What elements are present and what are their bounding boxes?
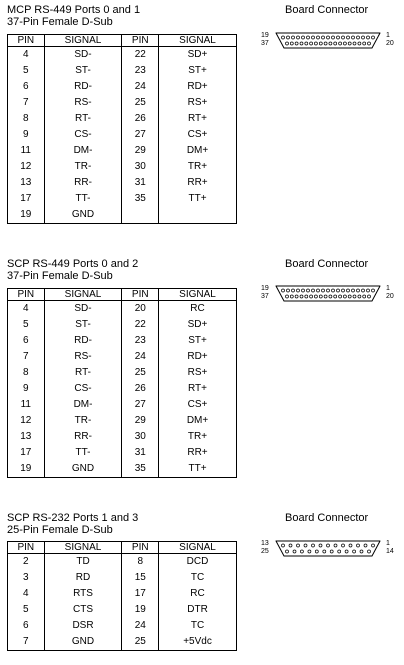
signal-cell: RD: [44, 570, 122, 586]
pin-cell: 29: [122, 413, 159, 429]
connector-shape-icon: [273, 283, 383, 305]
table-row: [8, 207, 237, 224]
signal-cell: ST+: [159, 63, 237, 79]
board-connector-title: Board Connector: [285, 4, 369, 16]
pin-label-top-right: 1: [386, 285, 390, 292]
header-pin: PIN: [122, 289, 159, 301]
signal-cell: GND: [44, 207, 122, 224]
header-pin: PIN: [122, 542, 159, 554]
signal-cell: CTS: [44, 602, 122, 618]
signal-cell: [159, 207, 237, 224]
pin-cell: 13: [20, 177, 32, 188]
pin-label-bottom-right: 20: [386, 40, 394, 47]
table-row: [8, 333, 237, 349]
signal-cell: TT-: [44, 191, 122, 207]
pin-cell: 25: [122, 95, 159, 111]
section-title: [7, 512, 138, 536]
signal-cell: +5Vdc: [159, 634, 237, 651]
pin-cell: 24: [122, 618, 159, 634]
signal-cell: TR-: [44, 413, 122, 429]
signal-cell: SD+: [159, 47, 237, 64]
pinout-table: [7, 288, 237, 478]
pin-cell: 4: [22, 303, 29, 314]
pin-cell: 11: [20, 399, 31, 410]
table-row: [8, 618, 237, 634]
signal-cell: ST-: [44, 63, 122, 79]
pin-cell: 25: [122, 365, 159, 381]
signal-cell: RS-: [44, 95, 122, 111]
pin-cell: 35: [122, 461, 159, 478]
signal-cell: GND: [44, 461, 122, 478]
pin-cell: 4: [22, 49, 29, 60]
pin-label-bottom-left: 25: [261, 548, 269, 555]
table-row: [8, 111, 237, 127]
signal-cell: DM-: [44, 397, 122, 413]
signal-cell: SD-: [44, 301, 122, 318]
signal-cell: RS+: [159, 365, 237, 381]
pin-cell: 30: [122, 429, 159, 445]
signal-cell: DM+: [159, 143, 237, 159]
table-row: [8, 47, 237, 64]
pin-cell: 4: [22, 588, 29, 599]
section-title: [7, 4, 140, 28]
signal-cell: DTR: [159, 602, 237, 618]
pin-cell: 23: [122, 63, 159, 79]
title-line1: SCP RS-449 Ports 0 and 2: [7, 258, 139, 270]
signal-cell: TR-: [44, 159, 122, 175]
pin-label-top-left: 19: [261, 285, 269, 292]
table-row: [8, 317, 237, 333]
signal-cell: RT+: [159, 111, 237, 127]
signal-cell: DM+: [159, 413, 237, 429]
pin-cell: 8: [22, 113, 29, 124]
signal-cell: CS+: [159, 127, 237, 143]
signal-cell: RC: [159, 301, 237, 318]
table-row: [8, 602, 237, 618]
table-row: [8, 570, 237, 586]
pin-cell: 6: [22, 335, 29, 346]
signal-cell: RR+: [159, 175, 237, 191]
table-row: [8, 397, 237, 413]
pin-cell: 13: [20, 431, 32, 442]
pin-label-bottom-right: 14: [386, 548, 394, 555]
connector-shape-icon: [273, 30, 383, 52]
table-row: [8, 413, 237, 429]
signal-cell: TD: [44, 554, 122, 571]
signal-cell: RTS: [44, 586, 122, 602]
title-line2: 37-Pin Female D-Sub: [7, 270, 113, 282]
pin-cell: 27: [122, 127, 159, 143]
signal-cell: RD+: [159, 349, 237, 365]
title-line1: SCP RS-232 Ports 1 and 3: [7, 512, 139, 524]
table-row: [8, 159, 237, 175]
table-row: [8, 95, 237, 111]
pin-cell: 23: [122, 333, 159, 349]
pin-cell: 26: [122, 111, 159, 127]
pin-cell: 5: [22, 65, 29, 76]
header-pin: PIN: [8, 289, 45, 301]
pin-label-bottom-left: 37: [261, 293, 269, 300]
signal-cell: CS+: [159, 397, 237, 413]
signal-cell: ST+: [159, 333, 237, 349]
table-row: [8, 381, 237, 397]
pin-cell: 30: [122, 159, 159, 175]
pin-label-bottom-left: 37: [261, 40, 269, 47]
signal-cell: RC: [159, 586, 237, 602]
pin-cell: 31: [122, 445, 159, 461]
header-signal: SIGNAL: [44, 35, 122, 47]
pin-cell: 8: [122, 554, 159, 571]
pin-cell: 11: [20, 145, 31, 156]
pin-cell: 9: [22, 129, 29, 140]
pin-label-bottom-right: 20: [386, 293, 394, 300]
pin-cell: 24: [122, 349, 159, 365]
pin-cell: 7: [22, 351, 29, 362]
pin-cell: 17: [122, 586, 159, 602]
title-line1: MCP RS-449 Ports 0 and 1: [7, 4, 141, 16]
signal-cell: RR-: [44, 429, 122, 445]
table-row: [8, 586, 237, 602]
signal-cell: TC: [159, 570, 237, 586]
pin-cell: 19: [20, 463, 32, 474]
board-connector-title: Board Connector: [285, 512, 369, 524]
pin-cell: 6: [22, 620, 29, 631]
signal-cell: TR+: [159, 159, 237, 175]
signal-cell: RT+: [159, 381, 237, 397]
connector-shape-icon: [273, 538, 383, 560]
signal-cell: SD+: [159, 317, 237, 333]
table-row: [8, 365, 237, 381]
pin-cell: 12: [20, 415, 32, 426]
header-pin: PIN: [8, 35, 45, 47]
connector-diagram: [255, 283, 400, 309]
table-row: [8, 461, 237, 478]
signal-cell: RD+: [159, 79, 237, 95]
signal-cell: TR+: [159, 429, 237, 445]
pin-cell: 27: [122, 397, 159, 413]
pinout-table: [7, 541, 237, 651]
title-line2: 37-Pin Female D-Sub: [7, 16, 113, 28]
section-title: [7, 258, 138, 282]
pin-cell: 25: [122, 634, 159, 651]
table-header-row: [8, 289, 237, 301]
header-signal: SIGNAL: [44, 542, 122, 554]
table-row: [8, 445, 237, 461]
pin-cell: 3: [22, 572, 29, 583]
signal-cell: CS-: [44, 381, 122, 397]
signal-cell: DM-: [44, 143, 122, 159]
pin-cell: 35: [122, 191, 159, 207]
signal-cell: TT+: [159, 461, 237, 478]
signal-cell: TT+: [159, 191, 237, 207]
board-connector-title: Board Connector: [285, 258, 369, 270]
table-row: [8, 634, 237, 651]
header-signal: SIGNAL: [159, 542, 237, 554]
pin-cell: 26: [122, 381, 159, 397]
table-row: [8, 175, 237, 191]
table-row: [8, 554, 237, 571]
table-row: [8, 143, 237, 159]
pin-cell: 9: [22, 383, 29, 394]
pin-cell: 29: [122, 143, 159, 159]
pinout-table: [7, 34, 237, 224]
table-row: [8, 79, 237, 95]
pin-cell: [122, 207, 159, 224]
pin-cell: 12: [20, 161, 32, 172]
signal-cell: ST-: [44, 317, 122, 333]
signal-cell: RR-: [44, 175, 122, 191]
header-signal: SIGNAL: [159, 289, 237, 301]
pin-label-top-right: 1: [386, 540, 390, 547]
pin-cell: 7: [22, 97, 29, 108]
pin-cell: 6: [22, 81, 29, 92]
header-signal: SIGNAL: [44, 289, 122, 301]
signal-cell: SD-: [44, 47, 122, 64]
signal-cell: RS-: [44, 349, 122, 365]
pin-cell: 19: [122, 602, 159, 618]
signal-cell: GND: [44, 634, 122, 651]
pin-cell: 19: [20, 209, 32, 220]
pin-cell: 17: [20, 447, 32, 458]
pin-cell: 2: [22, 556, 29, 567]
pin-cell: 5: [22, 604, 29, 615]
pin-cell: 24: [122, 79, 159, 95]
pin-cell: 31: [122, 175, 159, 191]
signal-cell: RD-: [44, 333, 122, 349]
signal-cell: RS+: [159, 95, 237, 111]
table-row: [8, 63, 237, 79]
pin-cell: 7: [22, 636, 29, 647]
signal-cell: RD-: [44, 79, 122, 95]
header-pin: PIN: [122, 35, 159, 47]
connector-diagram: [255, 538, 400, 564]
table-row: [8, 349, 237, 365]
signal-cell: RT-: [44, 365, 122, 381]
table-header-row: [8, 542, 237, 554]
connector-diagram: [255, 30, 400, 56]
table-row: [8, 191, 237, 207]
table-row: [8, 429, 237, 445]
pin-cell: 22: [122, 47, 159, 64]
pin-cell: 17: [20, 193, 32, 204]
signal-cell: DCD: [159, 554, 237, 571]
pin-label-top-right: 1: [386, 32, 390, 39]
pin-cell: 22: [122, 317, 159, 333]
header-pin: PIN: [8, 542, 45, 554]
header-signal: SIGNAL: [159, 35, 237, 47]
title-line2: 25-Pin Female D-Sub: [7, 524, 113, 536]
pin-label-top-left: 19: [261, 32, 269, 39]
table-row: [8, 301, 237, 318]
signal-cell: DSR: [44, 618, 122, 634]
signal-cell: RT-: [44, 111, 122, 127]
pin-cell: 8: [22, 367, 29, 378]
signal-cell: RR+: [159, 445, 237, 461]
pin-cell: 5: [22, 319, 29, 330]
signal-cell: TT-: [44, 445, 122, 461]
pin-cell: 20: [122, 301, 159, 318]
table-row: [8, 127, 237, 143]
table-header-row: [8, 35, 237, 47]
signal-cell: CS-: [44, 127, 122, 143]
signal-cell: TC: [159, 618, 237, 634]
pin-cell: 15: [122, 570, 159, 586]
pin-label-top-left: 13: [261, 540, 269, 547]
